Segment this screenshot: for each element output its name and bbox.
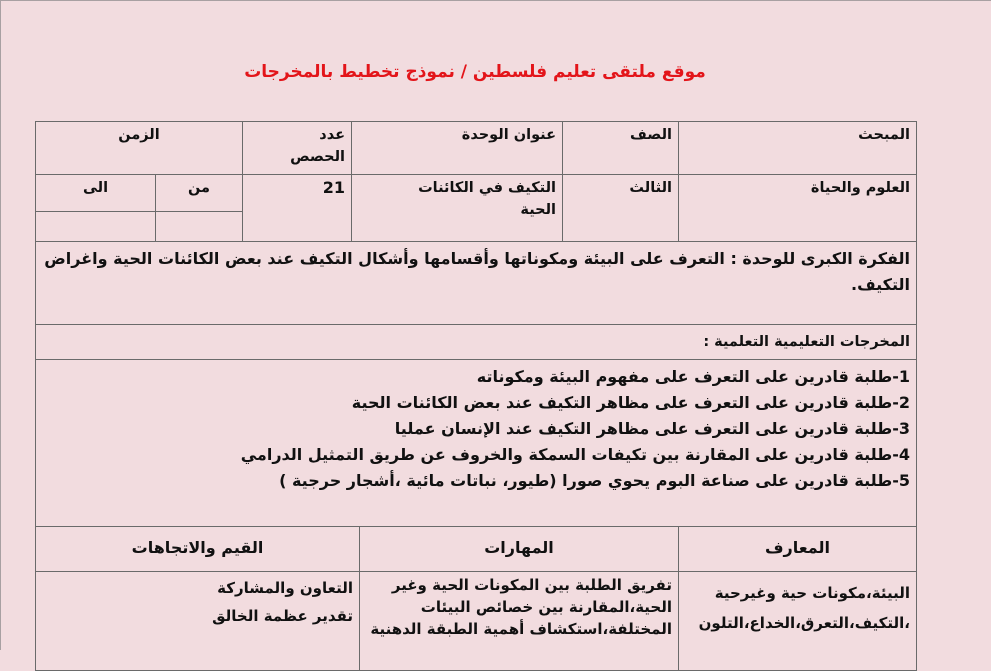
knowledge-line: البيئة،مكونات حية وغيرحية	[714, 584, 910, 602]
outcome-item: 5-طلبة قادرين على صناعة البوم يحوي صورا (طيور، نباتات مائية ،أشجار حرجية )	[279, 471, 910, 490]
outcomes-label: المخرجات التعليمية التعلمية :	[35, 324, 917, 360]
periods-header-line2: الحصص	[290, 149, 345, 165]
big-idea-line1: الفكرة الكبرى للوحدة : التعرف على البيئة ومكوناتها وأقسامها وأشكال التكيف عند بعض الكائنات الحية واغراض	[44, 249, 910, 268]
values-line: تقدير عظمة الخالق	[212, 607, 353, 625]
outcomes-list	[35, 359, 917, 527]
values-content	[35, 571, 360, 671]
page-title: موقع ملتقى تعليم فلسطين / نموذج تخطيط بالمخرجات	[244, 62, 706, 82]
outcome-item: 4-طلبة قادرين على المقارنة بين تكيفات السمكة والخروف عن طريق التمثيل الدرامي	[240, 445, 910, 464]
knowledge-header: المعارف	[678, 526, 917, 572]
knowledge-content	[678, 571, 917, 671]
subject-header: المبحث	[678, 121, 917, 175]
skills-line: الحية،المقارنة بين خصائص البيئات	[420, 598, 672, 616]
subject-value: العلوم والحياة	[678, 174, 917, 242]
skills-content	[359, 571, 679, 671]
knowledge-line: ،التكيف،التعرق،الخداع،التلون	[698, 614, 910, 632]
outcome-item: 2-طلبة قادرين على التعرف على مظاهر التكيف عند بعض الكائنات الحية	[351, 393, 910, 412]
big-idea-line2: التكيف.	[851, 275, 910, 294]
from-header: من	[155, 174, 243, 212]
big-idea	[35, 241, 917, 325]
periods-value: 21	[242, 174, 352, 242]
outcome-item: 3-طلبة قادرين على التعرف على مظاهر التكيف عند الإنسان عمليا	[394, 419, 910, 438]
unit-value	[351, 174, 563, 242]
unit-value-line2: الحية	[520, 202, 556, 218]
periods-header-line1: عدد	[319, 127, 345, 143]
left-border	[0, 0, 1, 650]
time-header: الزمن	[35, 121, 243, 175]
outcome-item: 1-طلبة قادرين على التعرف على مفهوم البيئة ومكوناته	[476, 367, 910, 386]
grade-value: الثالث	[562, 174, 679, 242]
unit-header: عنوان الوحدة	[351, 121, 563, 175]
from-value	[155, 211, 243, 242]
skills-header: المهارات	[359, 526, 679, 572]
values-line: التعاون والمشاركة	[217, 579, 353, 597]
values-header: القيم والاتجاهات	[35, 526, 360, 572]
grade-header: الصف	[562, 121, 679, 175]
to-header: الى	[35, 174, 156, 212]
top-border	[0, 0, 991, 1]
periods-header	[242, 121, 352, 175]
unit-value-line1: التكيف في الكائنات	[418, 180, 556, 196]
planning-table	[35, 121, 917, 661]
skills-line: المختلفة،استكشاف أهمية الطبقة الدهنية	[370, 620, 672, 638]
to-value	[35, 211, 156, 242]
skills-line: تفريق الطلبة بين المكونات الحية وغير	[391, 576, 672, 594]
